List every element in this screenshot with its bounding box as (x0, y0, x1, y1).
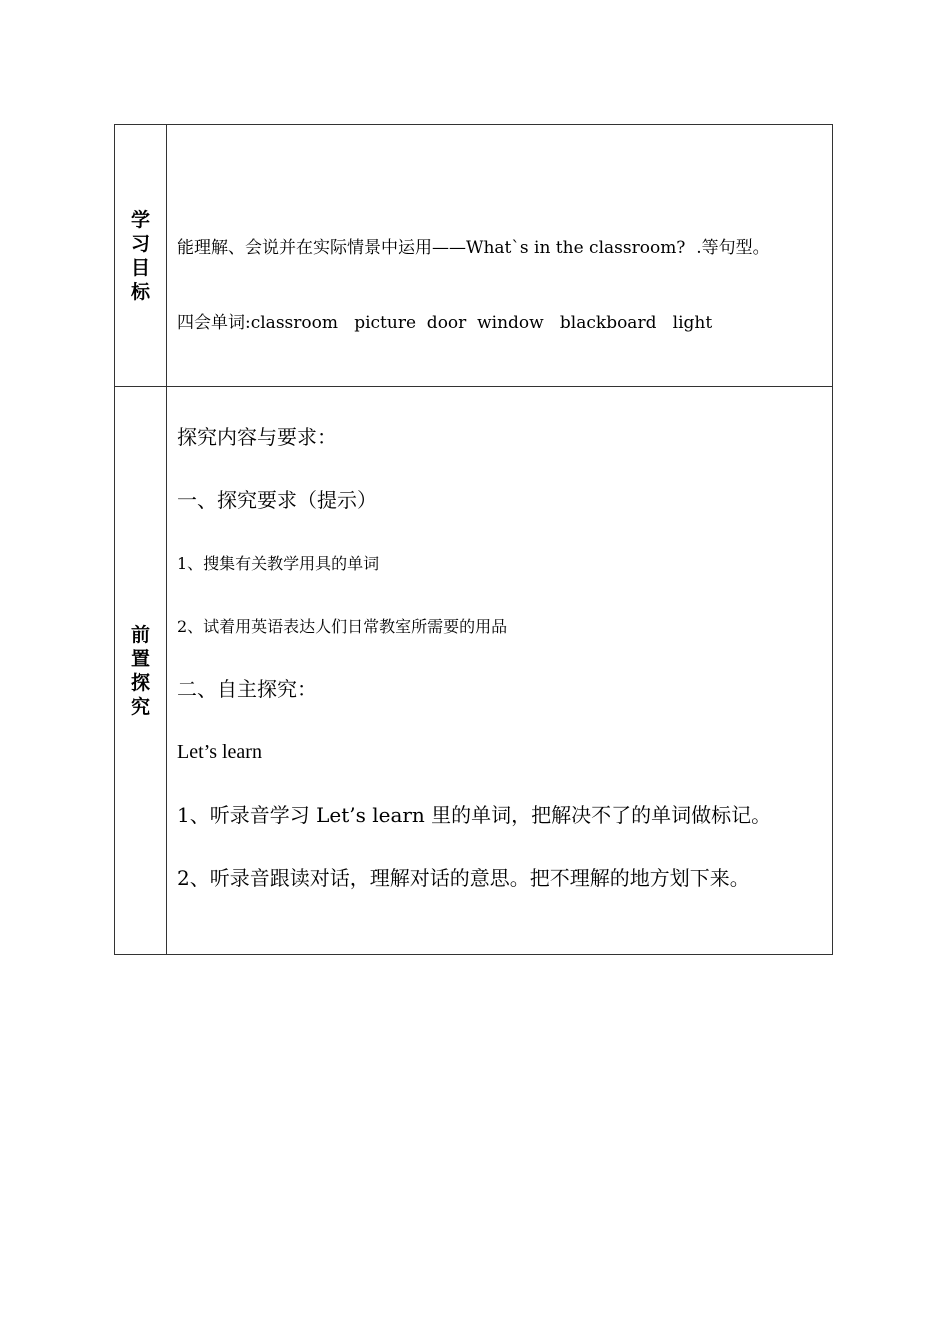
label-char: 置 (130, 647, 150, 670)
tip-item: 2、试着用英语表达人们日常教室所需要的用品 (177, 617, 508, 636)
section1-title: 一、探究要求（提示） (177, 488, 377, 512)
lets-learn-title: Let’s learn (177, 741, 262, 763)
label-char: 标 (130, 280, 150, 303)
tip-item: 1、搜集有关教学用具的单词 (177, 554, 380, 573)
pre-exploration-label-cell (115, 387, 167, 955)
goal-line-vocabulary: 四会单词:classroom picture door window blackboard light (177, 313, 713, 333)
pre-exploration-label (131, 623, 150, 719)
learning-goal-label (131, 208, 150, 304)
pre-exploration-content (167, 387, 832, 929)
learning-goal-content-cell (167, 125, 833, 387)
study-plan-table (114, 124, 833, 955)
learning-goal-content (167, 125, 832, 386)
explore-heading: 探究内容与要求： (177, 425, 337, 449)
label-char: 习 (130, 232, 150, 255)
learning-goal-label-cell (115, 125, 167, 387)
pre-exploration-row (115, 387, 833, 955)
label-char: 究 (130, 695, 150, 718)
goal-line-sentence: 能理解、会说并在实际情景中运用——What`s in the classroom? .等句型。 (177, 238, 770, 258)
label-char: 前 (130, 623, 150, 646)
section2-title: 二、自主探究： (177, 677, 317, 701)
learning-goal-row (115, 125, 833, 387)
label-char: 探 (130, 671, 150, 694)
pre-exploration-content-cell (167, 387, 833, 955)
step-item: 2、听录音跟读对话，理解对话的意思。把不理解的地方划下来。 (177, 866, 750, 890)
label-char: 目 (130, 256, 150, 279)
label-char: 学 (130, 208, 150, 231)
step-item: 1、听录音学习 Let’s learn 里的单词，把解决不了的单词做标记。 (177, 803, 772, 827)
